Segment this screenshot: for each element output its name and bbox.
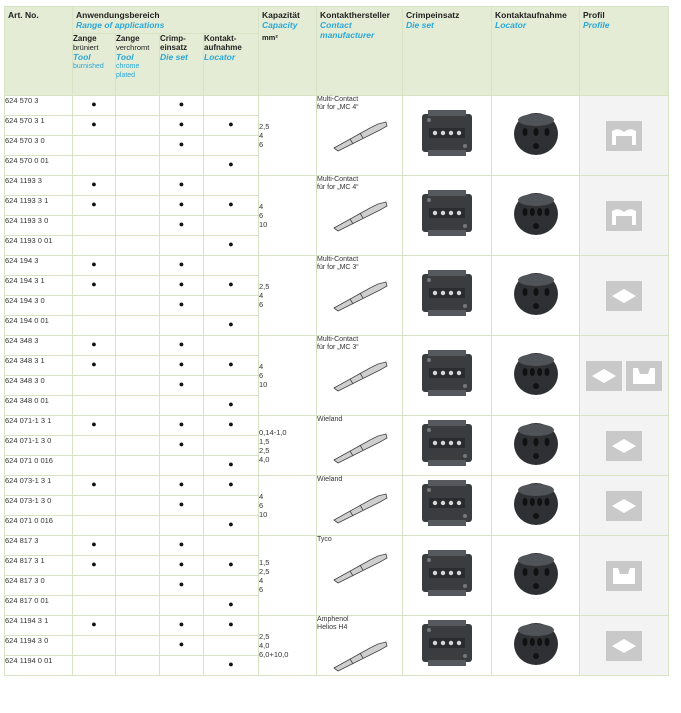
application-mark: ● bbox=[160, 276, 204, 296]
application-mark bbox=[160, 156, 204, 176]
application-mark: ● bbox=[73, 536, 116, 556]
article-number: 624 348 3 1 bbox=[5, 356, 73, 376]
application-mark: ● bbox=[73, 256, 116, 276]
application-mark: ● bbox=[160, 216, 204, 236]
capacity-header: Kapazität Capacity mm² bbox=[259, 7, 317, 96]
manufacturer-detail: für for „MC 4“ bbox=[317, 184, 359, 191]
application-mark bbox=[160, 316, 204, 336]
article-number: 624 073-1 3 1 bbox=[5, 476, 73, 496]
application-mark: ● bbox=[73, 116, 116, 136]
profile-cell bbox=[580, 536, 669, 616]
application-mark: ● bbox=[73, 96, 116, 116]
die-set-image bbox=[420, 418, 474, 468]
article-number: 624 817 3 1 bbox=[5, 556, 73, 576]
profile-header: Profil Profile bbox=[580, 7, 669, 96]
manufacturer-cell bbox=[317, 476, 403, 536]
application-mark bbox=[116, 356, 160, 376]
application-mark: ● bbox=[73, 176, 116, 196]
profile-shape bbox=[606, 281, 642, 311]
article-number: 624 348 0 01 bbox=[5, 396, 73, 416]
application-mark: ● bbox=[204, 616, 259, 636]
article-number: 624 194 0 01 bbox=[5, 316, 73, 336]
profile-cell bbox=[580, 476, 669, 536]
capacity-value: 2,5 bbox=[259, 566, 270, 576]
profile-shape bbox=[606, 431, 642, 461]
profile-cell bbox=[580, 96, 669, 176]
profile-cell bbox=[580, 176, 669, 256]
capacity-cell bbox=[259, 536, 317, 616]
locator-image bbox=[509, 268, 563, 318]
contact-image bbox=[330, 198, 390, 232]
application-mark bbox=[116, 296, 160, 316]
application-mark bbox=[116, 596, 160, 616]
article-number: 624 1194 3 0 bbox=[5, 636, 73, 656]
locator-cell bbox=[492, 476, 580, 536]
locator-image bbox=[509, 188, 563, 238]
application-mark: ● bbox=[160, 256, 204, 276]
manufacturer-cell bbox=[317, 96, 403, 176]
application-mark bbox=[73, 496, 116, 516]
locator-header: Kontaktaufnahme Locator bbox=[492, 7, 580, 96]
contact-image bbox=[330, 550, 390, 584]
die-set-cell bbox=[403, 256, 492, 336]
die-set-image bbox=[420, 268, 474, 318]
contact-image-wrap bbox=[317, 550, 402, 587]
capacity-value: 6 bbox=[259, 140, 264, 149]
capacity-value: 4 bbox=[259, 575, 264, 585]
contact-image bbox=[330, 118, 390, 152]
contact-image bbox=[330, 490, 390, 524]
application-mark: ● bbox=[73, 196, 116, 216]
manufacturer-cell bbox=[317, 256, 403, 336]
application-mark bbox=[116, 276, 160, 296]
die-set-header: Crimpeinsatz Die set bbox=[403, 7, 492, 96]
die-set-cell bbox=[403, 476, 492, 536]
locator-image bbox=[509, 418, 563, 468]
application-mark bbox=[73, 656, 116, 676]
application-mark bbox=[204, 376, 259, 396]
profile-shape bbox=[586, 361, 622, 391]
profile-cell bbox=[580, 616, 669, 676]
application-mark bbox=[73, 216, 116, 236]
table-row bbox=[5, 256, 669, 276]
application-mark bbox=[204, 296, 259, 316]
capacity-value: 4 bbox=[259, 362, 264, 371]
article-number: 624 073-1 3 0 bbox=[5, 496, 73, 516]
article-number: 624 570 0 01 bbox=[5, 156, 73, 176]
article-number: 624 194 3 1 bbox=[5, 276, 73, 296]
article-number: 624 071 0 016 bbox=[5, 516, 73, 536]
die-set-image bbox=[420, 188, 474, 238]
application-mark bbox=[160, 516, 204, 536]
application-mark bbox=[116, 616, 160, 636]
table-row bbox=[5, 96, 669, 116]
application-mark bbox=[116, 576, 160, 596]
application-mark bbox=[116, 216, 160, 236]
application-mark bbox=[116, 516, 160, 536]
application-mark: ● bbox=[73, 276, 116, 296]
application-mark bbox=[116, 456, 160, 476]
application-mark bbox=[73, 436, 116, 456]
application-mark: ● bbox=[160, 376, 204, 396]
application-mark bbox=[116, 436, 160, 456]
article-number: 624 817 0 01 bbox=[5, 596, 73, 616]
application-mark: ● bbox=[204, 456, 259, 476]
capacity-value: 10 bbox=[259, 380, 268, 389]
application-mark bbox=[204, 636, 259, 656]
contact-image-wrap bbox=[317, 638, 402, 675]
application-mark: ● bbox=[160, 576, 204, 596]
die-set-cell bbox=[403, 616, 492, 676]
manufacturer-detail: für for „MC 4“ bbox=[317, 104, 359, 111]
product-table bbox=[4, 6, 669, 676]
capacity-cell bbox=[259, 616, 317, 676]
article-number: 624 570 3 0 bbox=[5, 136, 73, 156]
application-mark bbox=[73, 396, 116, 416]
capacity-value: 1,5 bbox=[259, 557, 270, 567]
die-set-cell bbox=[403, 336, 492, 416]
manufacturer-name: Wieland bbox=[317, 476, 343, 483]
contact-image-wrap bbox=[317, 490, 402, 527]
manufacturer-detail: für for „MC 3“ bbox=[317, 344, 359, 351]
application-mark bbox=[116, 396, 160, 416]
locator-cell bbox=[492, 536, 580, 616]
application-mark: ● bbox=[204, 416, 259, 436]
application-mark: ● bbox=[204, 556, 259, 576]
application-mark: ● bbox=[204, 656, 259, 676]
tool-chrome-header: Zange verchromt Tool chrome plated bbox=[116, 34, 160, 96]
application-mark: ● bbox=[160, 496, 204, 516]
application-mark: ● bbox=[73, 416, 116, 436]
table-row bbox=[5, 176, 669, 196]
application-mark bbox=[73, 456, 116, 476]
manufacturer-name: Wieland bbox=[317, 416, 343, 423]
contact-image-wrap bbox=[317, 278, 402, 315]
profile-cell bbox=[580, 416, 669, 476]
application-mark: ● bbox=[160, 136, 204, 156]
die-set-cell bbox=[403, 176, 492, 256]
application-mark bbox=[116, 256, 160, 276]
locator-cell bbox=[492, 336, 580, 416]
application-mark bbox=[204, 576, 259, 596]
application-mark: ● bbox=[160, 476, 204, 496]
contact-image-wrap bbox=[317, 198, 402, 235]
application-mark bbox=[73, 516, 116, 536]
application-mark: ● bbox=[160, 356, 204, 376]
capacity-cell bbox=[259, 176, 317, 256]
article-number: 624 1193 3 1 bbox=[5, 196, 73, 216]
application-mark bbox=[204, 96, 259, 116]
contact-image bbox=[330, 278, 390, 312]
capacity-cell bbox=[259, 476, 317, 536]
capacity-value: 4 bbox=[259, 291, 264, 300]
locator-cell bbox=[492, 96, 580, 176]
table-row bbox=[5, 476, 669, 496]
locator-image bbox=[509, 348, 563, 398]
application-mark: ● bbox=[160, 336, 204, 356]
application-mark: ● bbox=[204, 396, 259, 416]
application-header: Anwendungsbereich Range of applications bbox=[73, 7, 259, 34]
die-set-image bbox=[420, 348, 474, 398]
die-set-image bbox=[420, 618, 474, 668]
application-mark: ● bbox=[160, 416, 204, 436]
application-mark: ● bbox=[204, 236, 259, 256]
application-mark bbox=[116, 316, 160, 336]
contact-image bbox=[330, 430, 390, 464]
application-mark: ● bbox=[160, 436, 204, 456]
manufacturer-cell bbox=[317, 616, 403, 676]
locator-cell bbox=[492, 616, 580, 676]
table-row bbox=[5, 416, 669, 436]
application-mark bbox=[73, 376, 116, 396]
application-mark: ● bbox=[204, 476, 259, 496]
capacity-value: 0,14-1,0 bbox=[259, 427, 287, 437]
locator-cell bbox=[492, 416, 580, 476]
article-number: 624 1193 0 01 bbox=[5, 236, 73, 256]
application-mark: ● bbox=[160, 196, 204, 216]
application-mark bbox=[116, 496, 160, 516]
profile-cell bbox=[580, 256, 669, 336]
application-mark bbox=[116, 376, 160, 396]
capacity-value: 6 bbox=[259, 211, 264, 220]
application-mark bbox=[116, 236, 160, 256]
die-set-image bbox=[420, 548, 474, 598]
tool-burnished-header: Zange brüniert Tool burnished bbox=[73, 34, 116, 96]
article-number: 624 1194 3 1 bbox=[5, 616, 73, 636]
contact-image bbox=[330, 358, 390, 392]
profile-shape bbox=[606, 121, 642, 151]
capacity-value: 10 bbox=[259, 220, 268, 229]
application-mark bbox=[204, 136, 259, 156]
capacity-value: 2,5 bbox=[259, 445, 270, 455]
capacity-cell bbox=[259, 336, 317, 416]
die-set-image bbox=[420, 108, 474, 158]
locator-cell bbox=[492, 256, 580, 336]
die-set-image bbox=[420, 478, 474, 528]
application-mark bbox=[73, 316, 116, 336]
application-mark bbox=[160, 456, 204, 476]
application-mark: ● bbox=[204, 156, 259, 176]
art-no-header: Art. No. bbox=[5, 7, 73, 96]
manufacturer-name: Multi-Contact bbox=[317, 176, 359, 183]
capacity-value: 6 bbox=[259, 501, 264, 510]
table-row bbox=[5, 336, 669, 356]
application-mark: ● bbox=[73, 336, 116, 356]
application-mark: ● bbox=[204, 196, 259, 216]
manufacturer-cell bbox=[317, 336, 403, 416]
contact-image-wrap bbox=[317, 430, 402, 467]
application-mark: ● bbox=[73, 556, 116, 576]
application-mark: ● bbox=[160, 616, 204, 636]
application-mark bbox=[116, 536, 160, 556]
application-mark: ● bbox=[160, 96, 204, 116]
application-mark bbox=[160, 236, 204, 256]
application-mark: ● bbox=[204, 316, 259, 336]
manufacturer-name: Multi-Contact bbox=[317, 256, 359, 263]
capacity-cell bbox=[259, 256, 317, 336]
application-mark bbox=[160, 656, 204, 676]
contact-image bbox=[330, 638, 390, 672]
contact-locator-header: Kontakt- aufnahme Locator bbox=[204, 34, 259, 96]
manufacturer-cell bbox=[317, 536, 403, 616]
application-mark: ● bbox=[204, 356, 259, 376]
table-row bbox=[5, 616, 669, 636]
application-mark bbox=[204, 496, 259, 516]
application-mark bbox=[116, 636, 160, 656]
die-set-cell bbox=[403, 416, 492, 476]
manufacturer-name: Multi-Contact bbox=[317, 96, 359, 103]
application-mark: ● bbox=[160, 176, 204, 196]
manufacturer-name: Tyco bbox=[317, 536, 332, 543]
capacity-value: 2,5 bbox=[259, 282, 270, 291]
manufacturer-detail: Helios H4 bbox=[317, 624, 348, 631]
application-mark bbox=[204, 436, 259, 456]
application-mark bbox=[73, 296, 116, 316]
capacity-value: 6 bbox=[259, 300, 264, 309]
profile-shape bbox=[606, 201, 642, 231]
profile-shape bbox=[606, 631, 642, 661]
application-mark bbox=[116, 416, 160, 436]
application-mark bbox=[116, 116, 160, 136]
capacity-value: 4,0 bbox=[259, 641, 270, 650]
article-number: 624 817 3 bbox=[5, 536, 73, 556]
application-mark bbox=[73, 576, 116, 596]
locator-cell bbox=[492, 176, 580, 256]
article-number: 624 1193 3 bbox=[5, 176, 73, 196]
application-mark: ● bbox=[160, 116, 204, 136]
article-number: 624 1193 3 0 bbox=[5, 216, 73, 236]
capacity-value: 4 bbox=[259, 131, 264, 140]
capacity-value: 10 bbox=[259, 510, 268, 519]
capacity-value: 4 bbox=[259, 202, 264, 211]
article-number: 624 071 0 016 bbox=[5, 456, 73, 476]
capacity-value: 4,0 bbox=[259, 454, 270, 464]
application-mark: ● bbox=[160, 636, 204, 656]
die-set-cell bbox=[403, 536, 492, 616]
die-set-cell bbox=[403, 96, 492, 176]
manufacturer-header: Kontakthersteller Contact manufacturer bbox=[317, 7, 403, 96]
application-mark bbox=[204, 176, 259, 196]
application-mark: ● bbox=[73, 616, 116, 636]
table-row bbox=[5, 536, 669, 556]
locator-image bbox=[509, 478, 563, 528]
application-mark: ● bbox=[73, 476, 116, 496]
application-mark bbox=[204, 216, 259, 236]
application-mark bbox=[116, 336, 160, 356]
application-mark bbox=[160, 596, 204, 616]
application-mark: ● bbox=[160, 556, 204, 576]
application-mark bbox=[116, 196, 160, 216]
article-number: 624 570 3 1 bbox=[5, 116, 73, 136]
application-mark bbox=[204, 336, 259, 356]
capacity-cell bbox=[259, 416, 317, 476]
application-mark bbox=[116, 96, 160, 116]
capacity-value: 6 bbox=[259, 584, 264, 594]
application-mark bbox=[73, 156, 116, 176]
application-mark bbox=[73, 596, 116, 616]
article-number: 624 071-1 3 1 bbox=[5, 416, 73, 436]
locator-image bbox=[509, 108, 563, 158]
application-mark bbox=[116, 656, 160, 676]
capacity-value: 6 bbox=[259, 371, 264, 380]
capacity-value: 4 bbox=[259, 492, 264, 501]
article-number: 624 071-1 3 0 bbox=[5, 436, 73, 456]
application-mark bbox=[116, 136, 160, 156]
application-mark: ● bbox=[204, 516, 259, 536]
article-number: 624 348 3 0 bbox=[5, 376, 73, 396]
header-row-top bbox=[5, 7, 669, 34]
application-mark bbox=[116, 476, 160, 496]
application-mark bbox=[204, 536, 259, 556]
manufacturer-detail: für for „MC 3“ bbox=[317, 264, 359, 271]
article-number: 624 1194 0 01 bbox=[5, 656, 73, 676]
profile-shape bbox=[606, 561, 642, 591]
locator-image bbox=[509, 548, 563, 598]
application-mark bbox=[73, 636, 116, 656]
application-mark bbox=[73, 236, 116, 256]
manufacturer-cell bbox=[317, 176, 403, 256]
application-mark bbox=[116, 176, 160, 196]
application-mark bbox=[73, 136, 116, 156]
application-mark bbox=[160, 396, 204, 416]
application-mark: ● bbox=[73, 356, 116, 376]
article-number: 624 194 3 bbox=[5, 256, 73, 276]
manufacturer-cell bbox=[317, 416, 403, 476]
capacity-value: 2,5 bbox=[259, 122, 270, 131]
profile-shape bbox=[626, 361, 662, 391]
article-number: 624 194 3 0 bbox=[5, 296, 73, 316]
profile-shape bbox=[606, 491, 642, 521]
contact-image-wrap bbox=[317, 358, 402, 395]
profile-cell bbox=[580, 336, 669, 416]
application-mark: ● bbox=[160, 536, 204, 556]
capacity-value: 6,0+10,0 bbox=[259, 650, 289, 659]
article-number: 624 348 3 bbox=[5, 336, 73, 356]
manufacturer-name: Amphenol bbox=[317, 616, 349, 623]
application-mark bbox=[204, 256, 259, 276]
locator-image bbox=[509, 618, 563, 668]
crimp-insert-header: Crimp- einsatz Die set bbox=[160, 34, 204, 96]
capacity-value: 1,5 bbox=[259, 436, 270, 446]
manufacturer-name: Multi-Contact bbox=[317, 336, 359, 343]
application-mark: ● bbox=[204, 116, 259, 136]
application-mark bbox=[116, 156, 160, 176]
contact-image-wrap bbox=[317, 118, 402, 155]
article-number: 624 817 3 0 bbox=[5, 576, 73, 596]
application-mark: ● bbox=[204, 276, 259, 296]
capacity-cell bbox=[259, 96, 317, 176]
application-mark: ● bbox=[160, 296, 204, 316]
application-mark: ● bbox=[204, 596, 259, 616]
application-mark bbox=[116, 556, 160, 576]
capacity-value: 2,5 bbox=[259, 632, 270, 641]
article-number: 624 570 3 bbox=[5, 96, 73, 116]
